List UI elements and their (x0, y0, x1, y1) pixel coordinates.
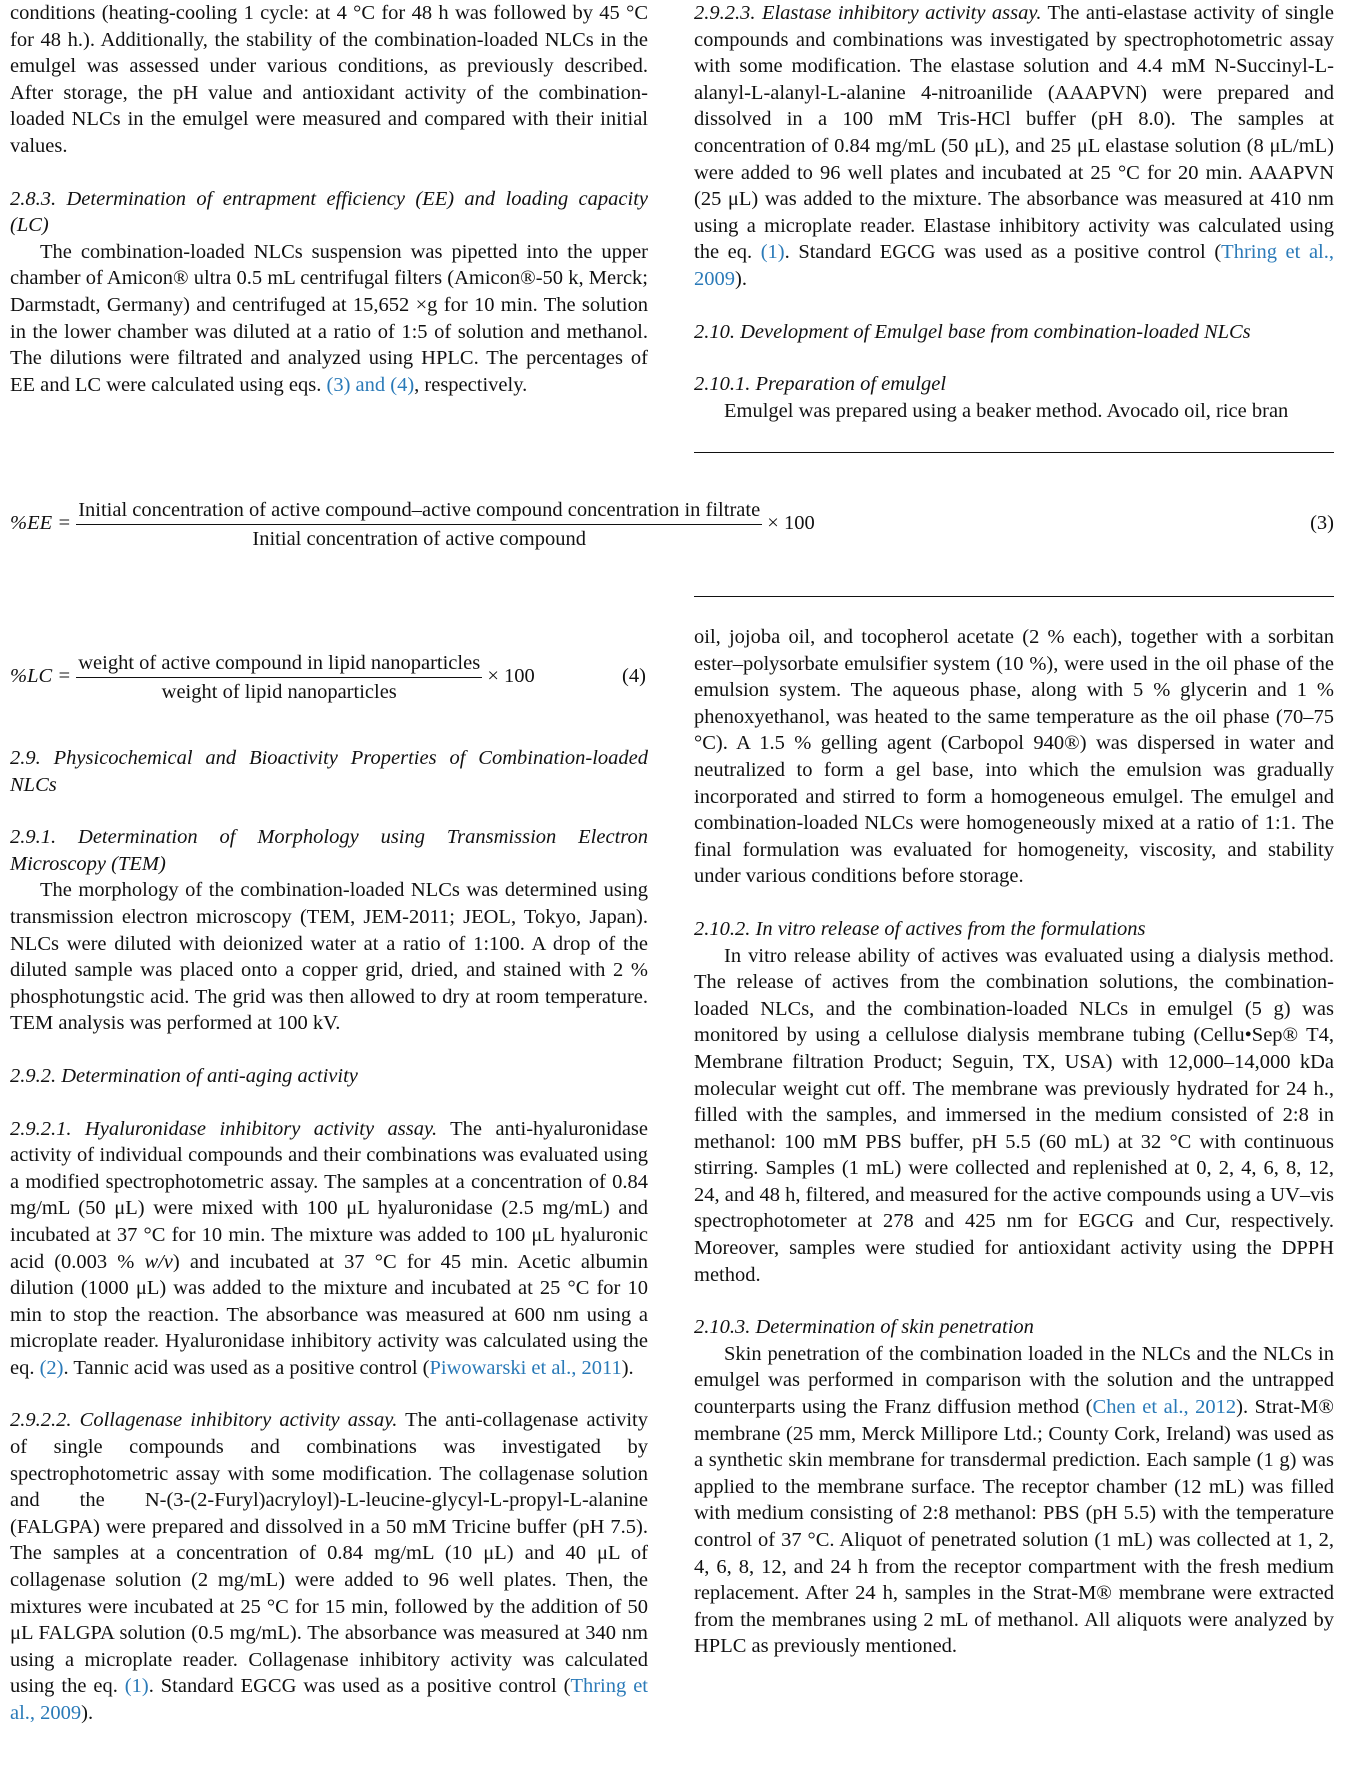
equation-4-label: (4) (622, 665, 646, 687)
left-column-bottom (10, 745, 648, 1727)
equation-3-fraction (76, 497, 762, 552)
heading-2-9-2: 2.9.2. Determination of anti-aging activity (10, 1064, 358, 1087)
heading-2-9-2-3: 2.9.2.3. Elastase inhibitory activity assay. (694, 2, 1042, 24)
equation-rule-top (694, 452, 1334, 453)
heading-2-9-1: 2.9.1. Determination of Morphology using Transmission Electron Microscopy (TEM) (10, 826, 648, 875)
heading-2-8-3: 2.8.3. Determination of entrapment efficiency (EE) and loading capacity (LC) (10, 187, 648, 237)
right-column-bottom (694, 624, 1334, 1660)
equation-4-denominator: weight of lipid nanoparticles (161, 681, 397, 703)
paragraph-collagenase: 2.9.2.2. Collagenase inhibitory activity assay. The anti-collagenase activity of single compounds and combinations was investigated by spectrophotometric assay with some modification. The collagenase solution and the N-(3-(2-Furyl)acryloyl)-L-leucine-glycyl-L-propyl-L-alanine (FALGPA) were prepared and dissolved in a 50 mM Tricine buffer (pH 7.5). The samples at a concentration of 0.84 mg/mL (10 μL) and 40 μL of collagenase solution (2 mg/mL) were added to 96 well plates. Then, the mixtures were incubated at 25 °C for 15 min, followed by the addition of 50 μL FALGPA solution (0.5 mg/mL). The absorbance was measured at 340 nm using a microplate reader. Collagenase inhibitory activity was calculated using the eq. (1). Standard EGCG was used as a positive control (Thring et al., 2009). (10, 1409, 648, 1724)
equation-4-numerator: weight of active compound in lipid nanoparticles (76, 650, 482, 678)
heading-2-10-3: 2.10.3. Determination of skin penetration (694, 1316, 1034, 1339)
paragraph-skin-penetration: Skin penetration of the combination loaded in the NLCs and the NLCs in emulgel was performed in comparison with the solution and the untrapped counterparts using the Franz diffusion method (Chen et al., 2012). Strat-M® membrane (25 mm, Merck Millipore Ltd.; County Cork, Ireland) was used as a synthetic skin membrane for transdermal prediction. Each sample (1 g) was applied to the membrane surface. The receptor chamber (12 mL) was filled with medium consisting of 2:8 methanol: PBS (pH 5.5) with the temperature control of 37 °C. Aliquot of penetrated solution (1 mL) was collected at 1, 2, 4, 6, 8, 12, and 24 h from the receptor compartment with the fresh medium replacement. After 24 h, samples in the Strat-M® membrane were extracted from the membranes using 2 mL of methanol. All aliquots were analyzed by HPLC as previously mentioned. (694, 1342, 1334, 1658)
paragraph-tem: The morphology of the combination-loaded NLCs was determined using transmission electron microscopy (TEM, JEM-2011; JEOL, Tokyo, Japan). NLCs were diluted with deionized water at a ratio of 1:100. A drop of the diluted sample was placed onto a copper grid, dried, and stained with 2 % phosphotungstic acid. The grid was then allowed to dry at room temperature. TEM analysis was performed at 100 kV. (10, 879, 648, 1035)
heading-2-10-2: 2.10.2. In vitro release of actives from the formulations (694, 917, 1146, 940)
paragraph-hyaluronidase: 2.9.2.1. Hyaluronidase inhibitory activity assay. The anti-hyaluronidase activity of individual compounds and their combinations was evaluated using a modified spectrophotometric assay. The samples at a concentration of 0.84 mg/mL (50 μL) were mixed with 100 μL hyaluronidase (2.5 mg/mL) and incubated at 37 °C for 10 min. The mixture was added to 100 μL hyaluronic acid (0.003 % w/v) and incubated at 37 °C for 45 min. Acetic albumin dilution (1000 μL) was added to the mixture and incubated at 25 °C for 10 min to stop the reaction. The absorbance was measured at 600 nm using a microplate reader. Hyaluronidase inhibitory activity was calculated using the eq. (2). Tannic acid was used as a positive control (Piwowarski et al., 2011). (10, 1117, 649, 1379)
equation-3-times: × 100 (767, 512, 815, 535)
equation-link-1[interactable]: (1) (760, 241, 785, 264)
paragraph-release: In vitro release ability of actives was evaluated using a dialysis method. The release of actives from the combination solutions, the combination-loaded NLCs, and the combination-loaded NLCs in emulgel (5 g) was monitored by using a cellulose dialysis membrane tubing (Cellu•Sep® T4, Membrane filtration Product; Seguin, TX, USA) with 12,000–14,000 kDa molecular weight cut off. The membrane was previously hydrated for 24 h., filled with the samples, and immersed in the medium consisted of 2:8 in methanol: 100 mM PBS buffer, pH 5.5 (60 mL) at 32 °C with continuous stirring. Samples (1 mL) were collected and replenished at 0, 2, 4, 6, 8, 12, 24, and 48 h, filtered, and measured for the active compounds using a UV–vis spectrophotometer at 278 and 425 nm for EGCG and Cur, respectively. Moreover, samples were studied for antioxidant activity using the DPPH method. (694, 944, 1334, 1286)
equation-3-numerator: Initial concentration of active compound–active compound concentration in filtrate (76, 497, 762, 525)
paragraph-stability-continued: conditions (heating-cooling 1 cycle: at 4 °C for 48 h was followed by 45 °C for 48 h.). Additionally, the stability of the combination-loaded NLCs in the emulgel was assessed under various conditions, as previously described. After storage, the pH value and antioxidant activity of the combination-loaded NLCs in the emulgel were measured and compared with their initial values. (10, 2, 648, 157)
left-column-top (10, 0, 648, 398)
equation-3-denominator: Initial concentration of active compound (252, 528, 586, 550)
paragraph-emulgel-continued: oil, jojoba oil, and tocopherol acetate (2 % each), together with a sorbitan ester–polysorbate emulsifier system (10 %), were used in the oil phase of the emulsion system. The aqueous phase, along with 5 % glycerin and 1 % phenoxyethanol, was heated to the same temperature as the oil phase (70–75 °C). A 1.5 % gelling agent (Carbopol 940®) was dispersed in water and neutralized to form a gel base, into which the emulsion was gradually incorporated and stirred to form a homogeneous emulgel. The emulgel and combination-loaded NLCs were homogeneously mixed at a ratio of 1:1. The final formulation was evaluated for homogeneity, viscosity, and stability under various conditions before storage. (694, 626, 1334, 888)
heading-2-9-2-2: 2.9.2.2. Collagenase inhibitory activity assay. (10, 1409, 398, 1432)
equation-link-1-collagenase[interactable]: (1) (124, 1675, 149, 1698)
citation-link-chen-2012[interactable]: Chen et al., 2012 (1092, 1396, 1237, 1419)
equation-4-fraction (76, 650, 482, 705)
equation-4-lhs: %LC = (10, 665, 72, 688)
heading-2-10: 2.10. Development of Emulgel base from combination-loaded NLCs (694, 320, 1251, 343)
equation-3-label: (3) (1310, 512, 1334, 534)
citation-link-thring-2009-collagenase[interactable]: Thring et al., 2009 (10, 1675, 648, 1724)
right-column-top (694, 0, 1334, 424)
citation-link-thring-2009[interactable]: Thring et al., 2009 (694, 241, 1334, 290)
equation-4 (10, 650, 535, 705)
heading-2-9: 2.9. Physicochemical and Bioactivity Properties of Combination-loaded NLCs (10, 747, 648, 796)
paragraph-emulgel-start: Emulgel was prepared using a beaker method. Avocado oil, rice bran (724, 399, 1289, 422)
citation-link-piwowarski-2011[interactable]: Piwowarski et al., 2011 (429, 1356, 622, 1379)
equation-link-3-4[interactable]: (3) and (4) (326, 373, 415, 396)
paragraph-ee-lc: The combination-loaded NLCs suspension was pipetted into the upper chamber of Amicon® ultra 0.5 mL centrifugal filters (Amicon®-50 k, Merck; Darmstadt, Germany) and centrifuged at 15,652 ×g for 10 min. The solution in the lower chamber was diluted at a ratio of 1:5 of solution and methanol. The dilutions were filtrated and analyzed using HPLC. The percentages of EE and LC were calculated using eqs. (3) and (4), respectively. (10, 240, 648, 396)
equation-3-lhs: %EE = (10, 512, 72, 535)
equation-link-2[interactable]: (2) (39, 1356, 64, 1379)
equation-4-times: × 100 (487, 665, 535, 688)
paragraph-elastase: 2.9.2.3. Elastase inhibitory activity assay. The anti-elastase activity of single compounds and combinations was investigated by spectrophotometric assay with some modification. The elastase solution and 4.4 mM N-Succinyl-L-alanyl-L-alanyl-L-alanine 4-nitroanilide (AAAPVN) were prepared and dissolved in a 100 mM Tris-HCl buffer (pH 8.0). The samples at concentration of 0.84 mg/mL (50 μL), and 25 μL elastase solution (8 μL/mL) were added to 96 well plates and incubated at 25 °C for 20 min. AAAPVN (25 μL) was added to the mixture. The absorbance was measured at 410 nm using a microplate reader. Elastase inhibitory activity was calculated using the eq. (1). Standard EGCG was used as a positive control (Thring et al., 2009). (694, 2, 1334, 290)
equation-3 (10, 497, 815, 552)
equation-rule-bottom (694, 596, 1334, 597)
heading-2-9-2-1: 2.9.2.1. Hyaluronidase inhibitory activity assay. (10, 1117, 438, 1140)
heading-2-10-1: 2.10.1. Preparation of emulgel (694, 373, 947, 396)
